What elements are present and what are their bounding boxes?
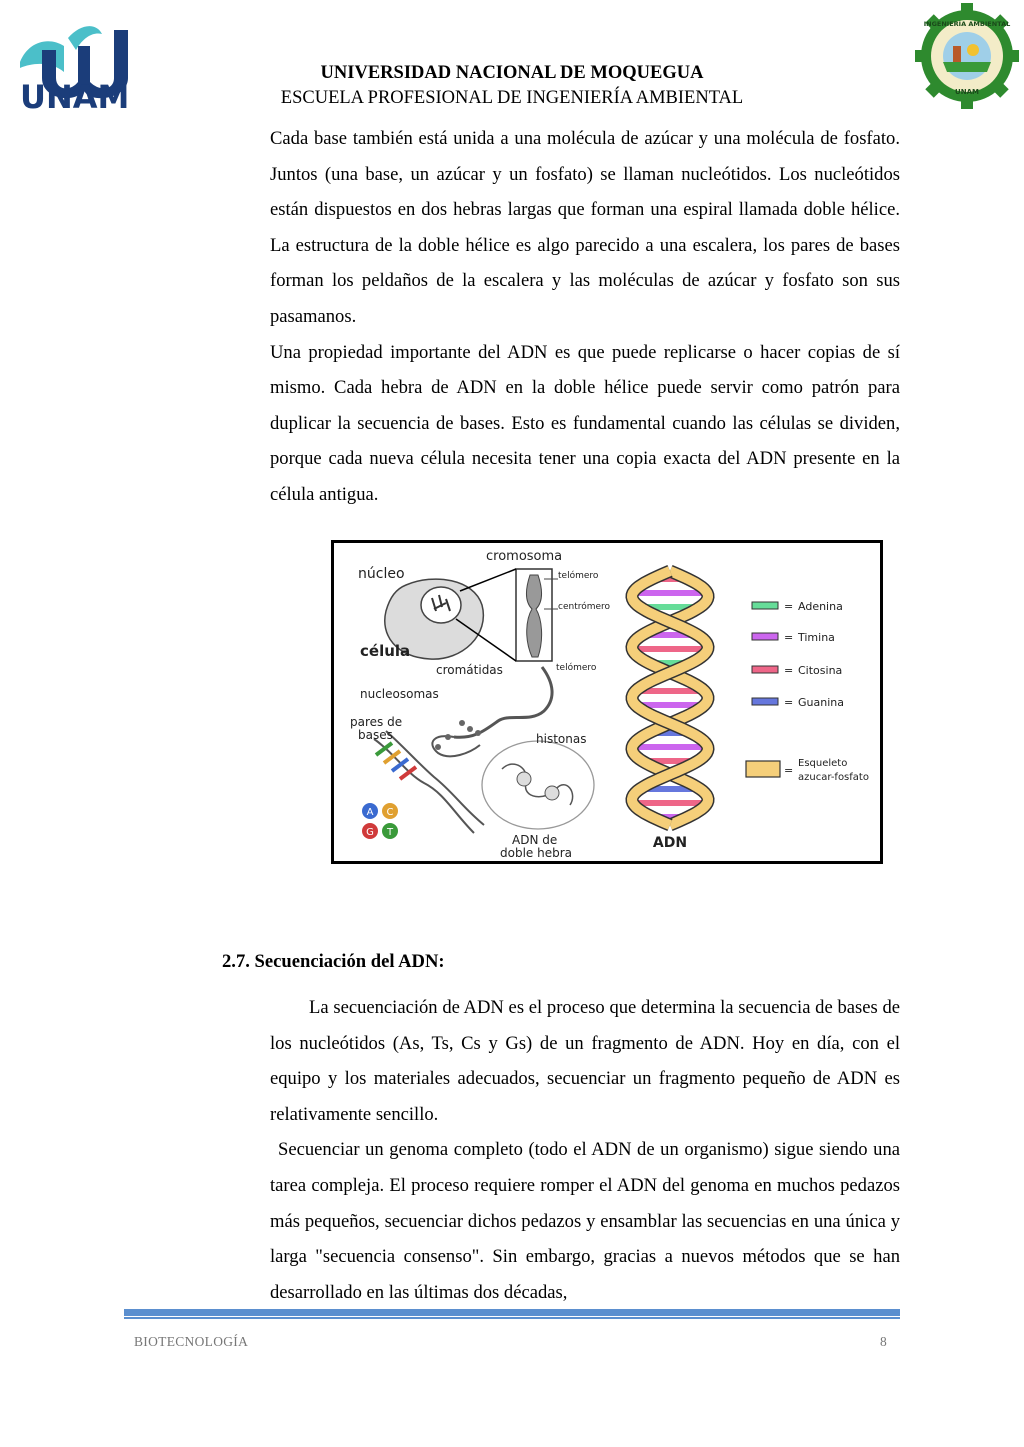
label-cromatidas: cromátidas bbox=[436, 663, 503, 677]
label-histonas: histonas bbox=[536, 732, 587, 746]
label-telomero-top: telómero bbox=[558, 571, 599, 581]
label-adn-doble-2: doble hebra bbox=[500, 846, 572, 860]
paragraph: La secuenciación de ADN es el proceso que determina la secuencia de bases de los nucleótidos (As, Ts, Cs y Gs) de un fragmento de ADN. Hoy en día, con el equipo y los materiales adecuados, secuenciar un fragmento pequeño de ADN es relativamente sencillo. bbox=[270, 997, 900, 1125]
footer-divider bbox=[124, 1309, 900, 1316]
footer-course: BIOTECNOLOGÍA bbox=[134, 1334, 249, 1349]
dna-figure bbox=[331, 540, 883, 864]
histone-zoom bbox=[482, 741, 594, 829]
section-title: 2.7. Secuenciación del ADN: bbox=[222, 951, 445, 972]
base-label: C bbox=[386, 807, 394, 818]
label-nucleosomas: nucleosomas bbox=[360, 687, 439, 701]
dna-helix bbox=[632, 571, 708, 825]
page-number: 8 bbox=[880, 1334, 887, 1349]
body-text-bottom bbox=[270, 990, 900, 1310]
paragraph: Cada base también está unida a una molécula de azúcar y una molécula de fosfato. Juntos (una base, un azúcar y un fosfato) se llaman nucleótidos. Los nucleótidos están dispuestos en dos hebras largas que forman una espiral llamada doble hélice. La estructura de la doble hélice es algo parecido a una escalera, los pares de bases forman los peldaños de la escalera y las moléculas de azúcar y fosfato son sus pasamanos. bbox=[270, 128, 900, 327]
chromosome-shape bbox=[526, 575, 541, 657]
school-name: ESCUELA PROFESIONAL DE INGENIERÍA AMBIENTAL bbox=[280, 88, 744, 108]
footer-divider-thin bbox=[124, 1317, 900, 1319]
legend-swatch bbox=[752, 698, 778, 705]
backbone-legend-swatch bbox=[746, 761, 780, 777]
base-label: T bbox=[386, 827, 394, 838]
legend-swatch bbox=[752, 666, 778, 673]
legend-label: Timina bbox=[798, 631, 835, 644]
backbone-legend-line2: azucar-fosfato bbox=[798, 772, 869, 783]
unam-logo-text: UNAM bbox=[20, 78, 130, 112]
legend-label: Guanina bbox=[798, 696, 844, 709]
body-text-top bbox=[270, 121, 900, 513]
label-adn: ADN bbox=[652, 835, 688, 851]
label-nucleo: núcleo bbox=[358, 566, 405, 582]
label-cromosoma: cromosoma bbox=[486, 549, 563, 564]
paragraph: Secuenciar un genoma completo (todo el ADN de un organismo) sigue siendo una tarea compleja. El proceso requiere romper el ADN del genoma en muchos pedazos más pequeños, secuenciar dichos pedazos y ensamblar las secuencias en una única y larga "secuencia consenso". Sin embargo, gracias a nuevos métodos que se han desarrollado en las últimas dos décadas, bbox=[270, 1139, 900, 1303]
legend bbox=[752, 600, 844, 709]
label-bases: bases bbox=[358, 728, 393, 742]
legend-equals: = bbox=[784, 600, 794, 613]
legend-equals: = bbox=[784, 631, 794, 644]
paragraph: Una propiedad importante del ADN es que puede replicarse o hacer copias de sí mismo. Cada hebra de ADN en la doble hélice puede servir como patrón para duplicar la secuencia de bases. Esto es fundamental cuando las células se dividen, porque cada nueva célula necesita tener una copia exacta del ADN presente en la célula antigua. bbox=[270, 341, 900, 505]
legend-swatch bbox=[752, 633, 778, 640]
legend-swatch bbox=[752, 602, 778, 609]
university-name: UNIVERSIDAD NACIONAL DE MOQUEGUA bbox=[320, 63, 704, 83]
legend-equals: = bbox=[784, 664, 794, 677]
label-pares: pares de bbox=[350, 715, 403, 729]
backbone-legend-line1: Esqueleto bbox=[798, 758, 848, 769]
label-adn-doble-1: ADN de bbox=[512, 833, 558, 847]
legend-equals: = bbox=[784, 764, 794, 777]
seal-top-text: INGENIERÍA AMBIENTAL bbox=[923, 20, 1011, 28]
legend-equals: = bbox=[784, 696, 794, 709]
legend-label: Citosina bbox=[798, 664, 843, 677]
label-celula: célula bbox=[360, 642, 411, 660]
label-telomero-bottom: telómero bbox=[556, 663, 597, 673]
base-label: A bbox=[366, 807, 374, 818]
base-label: G bbox=[366, 827, 374, 838]
label-centromero: centrómero bbox=[558, 602, 611, 612]
seal-bottom-text: UNAM bbox=[955, 88, 979, 96]
legend-label: Adenina bbox=[798, 600, 843, 613]
